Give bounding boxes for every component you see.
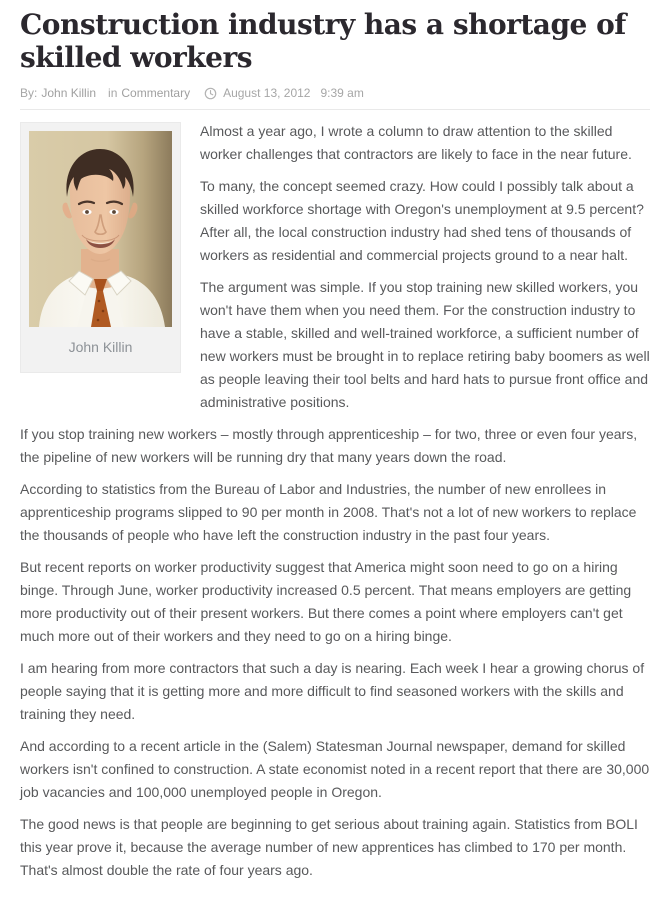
clock-icon <box>204 87 217 100</box>
paragraph: If you stop training new workers – mostly through apprenticeship – for two, three or even four years, the pipeline of new workers will be running dry that many years down the road. <box>20 426 638 465</box>
author-link[interactable]: John Killin <box>41 86 97 100</box>
publish-date: August 13, 2012 <box>223 86 311 100</box>
publish-time: 9:39 am <box>320 86 364 100</box>
byline-divider <box>20 109 650 110</box>
category-link[interactable]: Commentary <box>121 86 191 100</box>
paragraph: Almost a year ago, I wrote a column to draw attention to the skilled worker challenges that contractors are likely to face in the near future. <box>200 123 632 162</box>
paragraph: To many, the concept seemed crazy. How could I possibly talk about a skilled workforce shortage with Oregon's unemployment at 9.5 percent? After all, the local construction industry had shed tens of thousands of workers as residential and commercial projects ground to a near halt. <box>200 178 644 263</box>
article-body <box>20 120 650 882</box>
paragraph: But recent reports on worker productivity suggest that America might soon need to go on a hiring binge. Through June, worker productivity increased 0.5 percent. That means employers are getting more productivity out of their present workers. But there comes a point where employers can't get much more out of their workers and they need to go on a hiring binge. <box>20 559 632 644</box>
paragraph: And according to a recent article in the (Salem) Statesman Journal newspaper, demand for skilled workers isn't confined to construction. A state economist noted in a recent report that there are 30,000 job vacancies and 100,000 unemployed people in Oregon. <box>20 738 650 800</box>
byline-by-label: By: <box>20 86 38 100</box>
byline <box>20 86 650 100</box>
paragraph: The good news is that people are beginning to get serious about training again. Statistics from BOLI this year prove it, because the average number of new apprentices has climbed to 170 per month. That's almost double the rate of four years ago. <box>20 816 638 878</box>
paragraph: According to statistics from the Bureau of Labor and Industries, the number of new enrollees in apprenticeship programs slipped to 90 per month in 2008. That's not a lot of new workers to replace the thousands of people who have left the construction industry in the past four years. <box>20 481 637 543</box>
byline-in-label: in <box>108 86 118 100</box>
paragraph: The argument was simple. If you stop training new skilled workers, you won't have them when you need them. For the construction industry to have a stable, skilled and well-trained workforce, a sufficient number of new workers must be brought in to replace retiring baby boomers as well as people leaving their tool belts and hard hats to pursue front office and administrative positions. <box>200 279 650 410</box>
author-photo <box>29 131 172 327</box>
paragraph: I am hearing from more contractors that such a day is nearing. Each week I hear a growing chorus of people saying that it is getting more and more difficult to find seasoned workers with the skills and training they need. <box>20 660 645 722</box>
photo-caption: John Killin <box>68 339 133 355</box>
page-title: Construction industry has a shortage of skilled workers <box>20 8 626 74</box>
author-photo-card <box>20 122 181 373</box>
